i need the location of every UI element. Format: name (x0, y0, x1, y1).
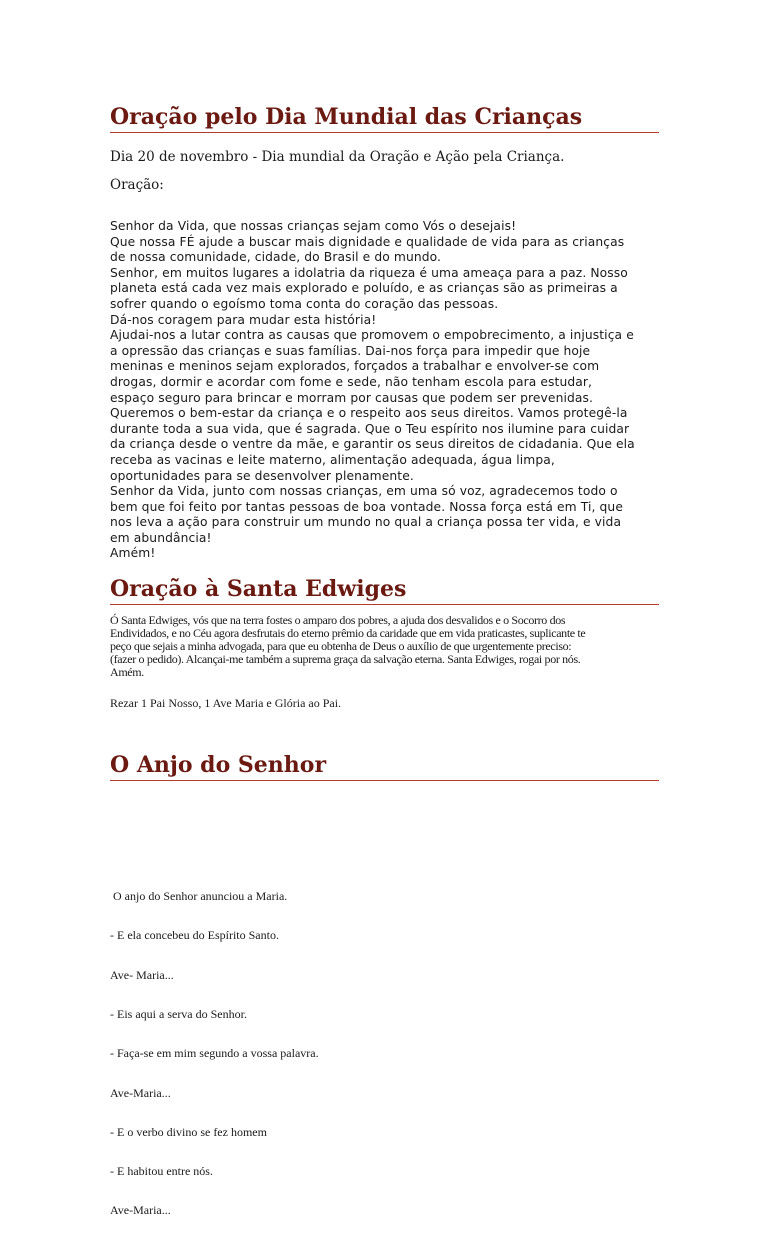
prayer-line: peço que sejais a minha advogada, para que eu obtenha de Deus o auxílio de que urgentemente preciso: (110, 639, 572, 654)
section-subtitle: Dia 20 de novembro - Dia mundial da Oração e Ação pela Criança. (110, 149, 565, 165)
prayer-line: durante toda a sua vida, que é sagrada. Que o Teu espírito nos ilumine para cuidar (110, 421, 630, 436)
prayer-line: - E o verbo divino se fez homem (110, 1124, 267, 1139)
prayer-line: sofrer quando o egoísmo toma conta do coração das pessoas. (110, 296, 499, 311)
prayer-line: Senhor da Vida, que nossas crianças sejam como Vós o desejais! (110, 219, 517, 233)
prayer-line: Ave-Maria... (110, 1203, 171, 1218)
prayer-line: em abundância! (110, 530, 212, 545)
prayer-line: Ajudai-nos a lutar contra as causas que promovem o empobrecimento, a injustiça e (110, 328, 634, 343)
prayer-instruction: Rezar 1 Pai Nosso, 1 Ave Maria e Glória ao Pai. (110, 696, 342, 710)
prayer-text-criancas (110, 219, 659, 562)
prayer-line: - Eis aqui a serva do Senhor. (110, 1007, 247, 1022)
prayer-line: oportunidades para se desenvolver plenamente. (110, 468, 414, 483)
prayer-line: Ave-Maria... (110, 1085, 171, 1100)
prayer-line: planeta está cada vez mais explorado e poluído, e as crianças são as primeiras a (110, 281, 618, 296)
prayer-line: - Faça-se em mim segundo a vossa palavra. (110, 1046, 319, 1061)
prayer-line: - E habitou entre nós. (110, 1164, 213, 1179)
prayer-line: Senhor da Vida, junto com nossas crianças, em uma só voz, agradecemos todo o (110, 484, 618, 499)
prayer-line: (fazer o pedido). Alcançai-me também a suprema graça da salvação eterna. Santa Edwiges, rogai por nós. (110, 652, 581, 667)
prayer-line: espaço seguro para brincar e morram por causas que podem ser prevenidas. (110, 390, 594, 405)
prayer-line: Queremos o bem-estar da criança e o respeito aos seus direitos. Vamos protegê-la (110, 406, 628, 421)
prayer-line: da criança desde o ventre da mãe, e garantir os seus direitos de cidadania. Que ela (110, 437, 635, 452)
prayer-line: Senhor, em muitos lugares a idolatria da riqueza é uma ameaça para a paz. Nosso (110, 265, 628, 280)
section-title-anjo-do-senhor: O Anjo do Senhor (110, 752, 659, 781)
prayer-line: Dá-nos coragem para mudar esta história! (110, 312, 377, 327)
prayer-line: Endividados, e no Céu agora desfrutais do eterno prêmio da caridade que em vida praticastes, suplicante te (110, 626, 586, 641)
prayer-line: Amém. (110, 665, 144, 680)
prayer-line: Amém! (110, 546, 156, 561)
prayer-line: receba as vacinas e leite materno, alimentação adequada, água limpa, (110, 452, 555, 467)
prayer-label: Oração: (110, 177, 164, 193)
section-title-dia-mundial: Oração pelo Dia Mundial das Crianças (110, 104, 659, 133)
prayer-line: a opressão das crianças e suas famílias. Dai-nos força para impedir que hoje (110, 343, 591, 358)
prayer-line: de nossa comunidade, cidade, do Brasil e do mundo. (110, 250, 442, 265)
prayer-line: - E ela concebeu do Espírito Santo. (110, 928, 279, 943)
prayer-line: Ave- Maria... (110, 967, 174, 982)
prayer-line: Ó Santa Edwiges, vós que na terra fostes o amparo dos pobres, a ajuda dos desvalidos e o Socorro dos (110, 613, 566, 627)
prayer-line: drogas, dormir e acordar com fome e sede, não tenham escola para estudar, (110, 374, 593, 389)
prayer-line: nos leva a ação para construir um mundo no qual a criança possa ter vida, e vida (110, 515, 622, 530)
prayer-line: bem que foi feito por tantas pessoas de boa vontade. Nossa força está em Ti, que (110, 499, 623, 514)
prayer-line: Que nossa FÉ ajude a buscar mais dignidade e qualidade de vida para as crianças (110, 234, 625, 249)
prayer-text-anjo (110, 864, 659, 1244)
prayer-line: O anjo do Senhor anunciou a Maria. (110, 889, 288, 904)
prayer-text-edwiges (110, 614, 659, 679)
section-title-santa-edwiges: Oração à Santa Edwiges (110, 576, 659, 605)
prayer-line: meninas e meninos sejam explorados, forçados a trabalhar e envolver-se com (110, 359, 600, 374)
